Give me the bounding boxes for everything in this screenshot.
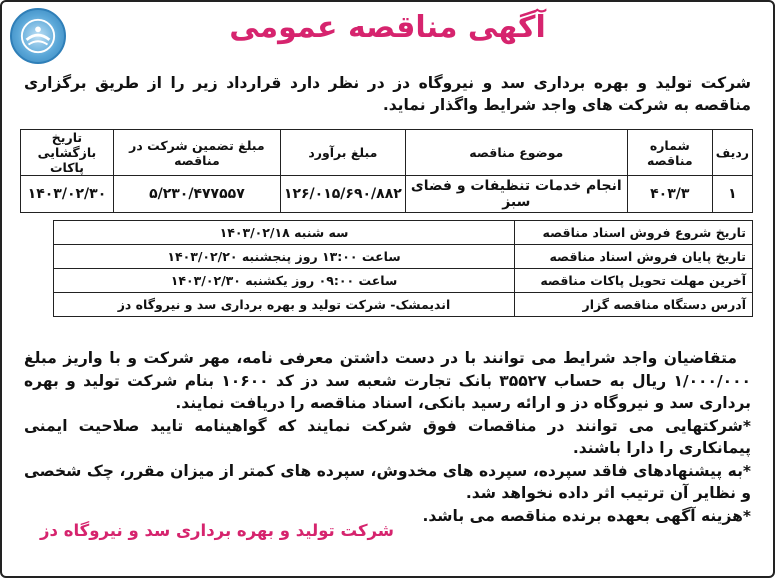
notice-title: آگهی مناقصه عمومی xyxy=(229,10,546,45)
cell-row-number: ۱ xyxy=(712,176,752,213)
schedule-row xyxy=(54,221,753,245)
tender-table xyxy=(20,129,753,213)
body-paragraph-safety: *شرکتهایی می توانند در مناقصات فوق شرکت نمایند که گواهینامه تایید صلاحیت ایمنی پیمانکاری را دارا باشند. xyxy=(24,416,751,457)
cell-opening-date: ۱۴۰۳/۰۲/۳۰ xyxy=(21,176,114,213)
schedule-value: اندیمشک- شرکت تولید و بهره برداری سد و نیروگاه دز xyxy=(54,293,515,317)
schedule-label: آدرس دستگاه مناقصه گزار xyxy=(515,293,753,317)
body-paragraph-deposit: *به پیشنهادهای فاقد سپرده، سپرده های مخدوش، سپرده های کمتر از میزان مقرر، چک شخصی و نظایر آن ترتیب اثر داده نخواهد شد. xyxy=(24,461,751,502)
schedule-value: ساعت ۱۳:۰۰ روز پنجشنبه ۱۴۰۳/۰۲/۲۰ xyxy=(54,245,515,269)
table-row xyxy=(21,176,753,213)
cell-estimate: ۱۲۶/۰۱۵/۶۹۰/۸۸۲ xyxy=(280,176,405,213)
header-tender-number: شماره مناقصه xyxy=(627,130,712,176)
notice-intro: شرکت تولید و بهره برداری سد و نیروگاه دز در نظر دارد قرارداد زیر را از طریق برگزاری مناقصه به شرکت های واجد شرایط واگذار نماید. xyxy=(24,74,751,114)
cell-tender-number: ۴۰۳/۳ xyxy=(627,176,712,213)
header-subject: موضوع مناقصه xyxy=(405,130,627,176)
schedule-label: تاریخ پایان فروش اسناد مناقصه xyxy=(515,245,753,269)
schedule-row xyxy=(54,293,753,317)
body-paragraph-cost: *هزینه آگهی بعهده برنده مناقصه می باشد. xyxy=(422,506,751,525)
cell-guarantee: ۵/۲۳۰/۴۷۷۵۵۷ xyxy=(113,176,280,213)
header-estimate: مبلغ برآورد xyxy=(280,130,405,176)
table-header-row xyxy=(21,130,753,176)
schedule-value: ساعت ۰۹:۰۰ روز یکشنبه ۱۴۰۳/۰۲/۳۰ xyxy=(54,269,515,293)
company-signature: شرکت تولید و بهره برداری سد و نیروگاه دز xyxy=(40,521,395,540)
schedule-label: آخرین مهلت تحویل پاکات مناقصه xyxy=(515,269,753,293)
cell-subject: انجام خدمات تنظیفات و فضای سبز xyxy=(405,176,627,213)
schedule-row xyxy=(54,245,753,269)
header-row-number: ردیف xyxy=(712,130,752,176)
header-guarantee: مبلغ تضمین شرکت در مناقصه xyxy=(113,130,280,176)
schedule-value: سه شنبه ۱۴۰۳/۰۲/۱۸ xyxy=(54,221,515,245)
schedule-label: تاریخ شروع فروش اسناد مناقصه xyxy=(515,221,753,245)
schedule-row xyxy=(54,269,753,293)
schedule-table xyxy=(53,220,753,317)
header-opening-date: تاریخ بازگشایی پاکات xyxy=(21,130,114,176)
body-paragraph-purchase: متقاضیان واجد شرایط می توانند با در دست داشتن معرفی نامه، مهر شرکت و با واریز مبلغ ۱/۰۰۰/۰۰۰ ریال به حساب ۳۵۵۲۷ بانک تجارت شعبه سد دز کد ۱۰۶۰۰ بنام شرکت تولید و بهره برداری سد و نیروگاه دز و ارائه رسید بانکی، اسناد مناقصه را دریافت نمایند. xyxy=(24,349,751,412)
notice-body xyxy=(24,347,751,527)
